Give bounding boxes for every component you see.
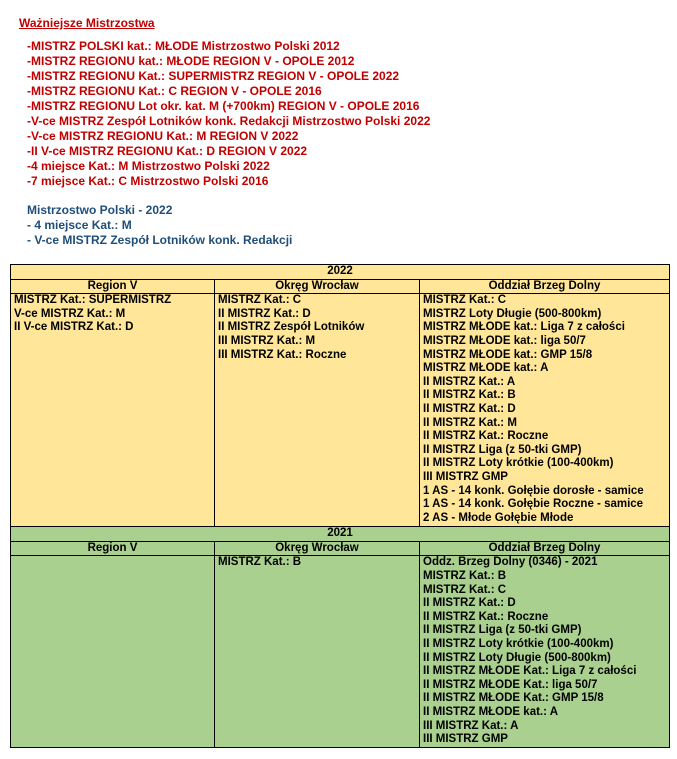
championship-list	[27, 39, 430, 189]
championship-item: -MISTRZ REGIONU Kat.: C REGION V - OPOLE 2016	[27, 84, 322, 98]
header-row-2021	[11, 541, 670, 556]
result-line: III MISTRZ Kat.: Roczne	[218, 348, 347, 361]
result-line: MISTRZ MŁODE kat.: Liga 7 z całości	[423, 321, 625, 334]
year-row-2022	[11, 265, 670, 280]
result-line: II MISTRZ Kat.: D	[423, 597, 516, 610]
result-line: II MISTRZ Kat.: Roczne	[423, 430, 549, 443]
col-header-region: Region V	[11, 541, 215, 556]
result-line: II MISTRZ MŁODE Kat.: Liga 7 z całości	[423, 665, 637, 678]
result-line: II MISTRZ Kat.: A	[423, 375, 516, 388]
year-label-2022: 2022	[11, 265, 670, 280]
result-line: II MISTRZ Zespół Lotników	[218, 321, 365, 334]
result-line: MISTRZ Kat.: C	[218, 294, 302, 307]
result-line: MISTRZ Kat.: B	[218, 556, 302, 569]
result-line: MISTRZ Kat.: C	[423, 583, 507, 596]
result-line: V-ce MISTRZ Kat.: M	[14, 307, 126, 320]
results-row-2022	[11, 294, 670, 527]
championship-item: -7 miejsce Kat.: C Mistrzostwo Polski 2016	[27, 174, 269, 188]
championship-item: -4 miejsce Kat.: M Mistrzostwo Polski 2022	[27, 159, 270, 173]
year-label-2021: 2021	[11, 527, 670, 542]
result-line: II V-ce MISTRZ Kat.: D	[14, 321, 134, 334]
result-line: MISTRZ Kat.: C	[423, 294, 507, 307]
result-line: III MISTRZ GMP	[423, 733, 508, 746]
result-line: 1 AS - 14 konk. Gołębie dorosłe - samice	[423, 484, 644, 497]
result-line: II MISTRZ Loty krótkie (100-400km)	[423, 637, 614, 650]
result-line: 1 AS - 14 konk. Gołębie Roczne - samice	[423, 498, 644, 511]
col-header-oddzial: Oddział Brzeg Dolny	[420, 541, 670, 556]
championship-item: -MISTRZ REGIONU Kat.: SUPERMISTRZ REGION V - OPOLE 2022	[27, 69, 400, 83]
col-header-region: Region V	[11, 279, 215, 294]
summary-line: - 4 miejsce Kat.: M	[27, 218, 132, 232]
result-line: II MISTRZ Kat.: D	[423, 402, 516, 415]
result-line: MISTRZ Kat.: SUPERMISTRZ	[14, 294, 172, 307]
result-line: III MISTRZ GMP	[423, 470, 508, 483]
championship-item: -V-ce MISTRZ Zespół Lotników konk. Redakcji Mistrzostwo Polski 2022	[27, 114, 431, 128]
summary-line: Mistrzostwo Polski - 2022	[27, 203, 173, 217]
okreg-cell-2022	[215, 294, 420, 527]
region-cell-2022	[11, 294, 215, 527]
result-line: III MISTRZ Kat.: M	[218, 334, 316, 347]
result-line: II MISTRZ MŁODE Kat.: liga 50/7	[423, 678, 598, 691]
championship-item: -MISTRZ REGIONU Lot okr. kat. M (+700km) REGION V - OPOLE 2016	[27, 99, 420, 113]
page-heading: Ważniejsze Mistrzostwa	[19, 16, 155, 30]
championship-item: -MISTRZ POLSKI kat.: MŁODE Mistrzostwo Polski 2012	[27, 39, 340, 53]
result-line: MISTRZ Loty Długie (500-800km)	[423, 307, 602, 320]
result-line: MISTRZ MŁODE kat.: GMP 15/8	[423, 348, 593, 361]
summary-line: - V-ce MISTRZ Zespół Lotników konk. Redakcji	[27, 233, 293, 247]
result-line: 2 AS - Młode Gołębie Młode	[423, 511, 574, 524]
championship-item: -II V-ce MISTRZ REGIONU Kat.: D REGION V 2022	[27, 144, 308, 158]
polish-championship-2022-summary	[27, 203, 292, 248]
region-cell-2021	[11, 556, 215, 748]
result-line: II MISTRZ Liga (z 50-tki GMP)	[423, 624, 582, 637]
result-line: II MISTRZ MŁODE Kat.: GMP 15/8	[423, 692, 604, 705]
result-line: II MISTRZ MŁODE kat.: A	[423, 705, 559, 718]
result-line: II MISTRZ Kat.: D	[218, 307, 311, 320]
header-row-2022	[11, 279, 670, 294]
result-line: II MISTRZ Kat.: B	[423, 389, 516, 402]
year-row-2021	[11, 527, 670, 542]
championship-item: -MISTRZ REGIONU kat.: MŁODE REGION V - OPOLE 2012	[27, 54, 355, 68]
result-line: II MISTRZ Loty krótkie (100-400km)	[423, 457, 614, 470]
okreg-cell-2021	[215, 556, 420, 748]
result-line: II MISTRZ Kat.: Roczne	[423, 610, 549, 623]
oddzial-cell-2022	[420, 294, 670, 527]
col-header-okreg: Okręg Wrocław	[215, 279, 420, 294]
result-line: Oddz. Brzeg Dolny (0346) - 2021	[423, 556, 598, 569]
result-line: III MISTRZ Kat.: A	[423, 719, 519, 732]
results-row-2021	[11, 556, 670, 748]
result-line: MISTRZ Kat.: B	[423, 569, 507, 582]
result-line: MISTRZ MŁODE kat.: liga 50/7	[423, 334, 586, 347]
col-header-okreg: Okręg Wrocław	[215, 541, 420, 556]
championship-item: -V-ce MISTRZ REGIONU Kat.: M REGION V 2022	[27, 129, 299, 143]
result-line: II MISTRZ Kat.: M	[423, 416, 517, 429]
oddzial-cell-2021	[420, 556, 670, 748]
results-table	[10, 264, 670, 748]
col-header-oddzial: Oddział Brzeg Dolny	[420, 279, 670, 294]
result-line: II MISTRZ Loty Długie (500-800km)	[423, 651, 611, 664]
result-line: MISTRZ MŁODE kat.: A	[423, 362, 549, 375]
result-line: II MISTRZ Liga (z 50-tki GMP)	[423, 443, 582, 456]
